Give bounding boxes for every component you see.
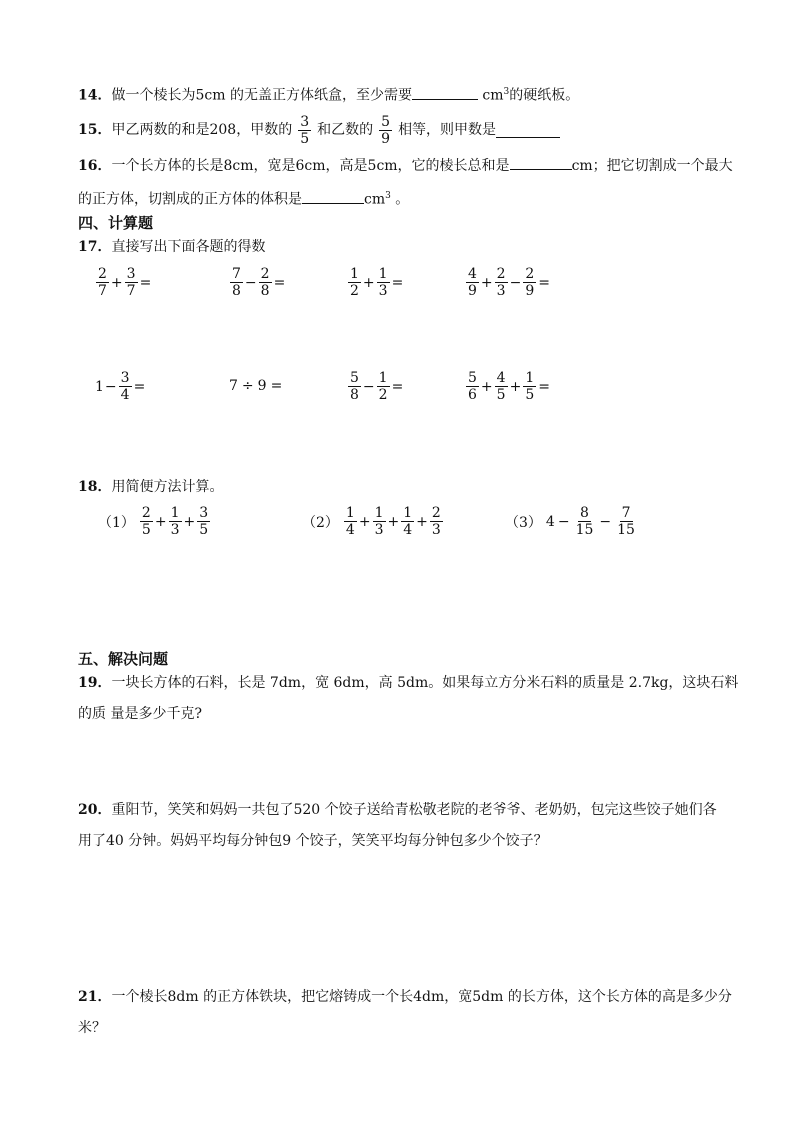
denominator: 8 <box>260 283 270 299</box>
fraction <box>523 370 536 403</box>
minus-sign: − <box>557 513 570 530</box>
fraction <box>259 266 272 299</box>
denominator: 2 <box>378 387 388 403</box>
question-18 <box>78 477 748 497</box>
denominator: 8 <box>350 387 359 403</box>
denominator: 4 <box>403 522 413 538</box>
expression <box>229 266 286 299</box>
fraction <box>348 266 361 299</box>
denominator: 3 <box>374 522 384 538</box>
denominator: 8 <box>232 283 241 299</box>
expression <box>98 505 211 538</box>
question-text: 的质 量是多少千克? <box>78 706 202 722</box>
question-text: 的硬纸板。 <box>509 87 580 104</box>
plus-sign: + <box>480 274 493 291</box>
fraction <box>615 505 637 538</box>
question-14 <box>78 82 748 106</box>
answer-blank[interactable] <box>496 123 560 138</box>
section-heading: 四、计算题 <box>78 214 154 232</box>
question-text: 甲乙两数的和是208，甲数的 <box>111 122 293 138</box>
fraction <box>377 370 390 403</box>
answer-blank[interactable] <box>302 189 364 204</box>
question-text: 的正方体，切割成的正方体的体积是 <box>78 191 302 208</box>
question-text: 一个棱长8dm 的正方体铁块，把它熔铸成一个长4dm，宽5dm 的长方体，这个长方体的高是多少分 <box>111 989 732 1005</box>
fraction <box>379 114 392 147</box>
integer: 9 <box>257 378 267 394</box>
fraction <box>119 370 132 403</box>
minus-sign: − <box>599 513 612 530</box>
numerator: 3 <box>199 505 209 521</box>
numerator: 3 <box>300 113 310 130</box>
plus-sign: + <box>183 513 196 530</box>
fraction <box>377 266 390 299</box>
fraction <box>373 505 386 538</box>
denominator: 7 <box>126 283 136 299</box>
fraction <box>495 266 508 299</box>
integer: 7 <box>229 378 238 394</box>
denominator: 6 <box>468 387 477 403</box>
fraction <box>298 114 311 147</box>
minus-sign: − <box>244 274 257 291</box>
denominator: 3 <box>496 283 506 299</box>
question-number: 17． <box>78 239 112 255</box>
question-text: 用了40 分钟。妈妈平均每分钟包9 个饺子，笑笑平均每分钟包多少个饺子？ <box>78 833 548 849</box>
unit-exponent: 3 <box>385 191 391 201</box>
numerator: 1 <box>374 505 384 521</box>
question-21-line-2 <box>78 1018 748 1038</box>
answer-blank[interactable] <box>412 85 478 100</box>
numerator: 4 <box>496 370 506 386</box>
equals-sign: = <box>538 378 550 395</box>
question-text: 用简便方法计算。 <box>111 479 224 495</box>
denominator: 4 <box>120 387 130 403</box>
question-text: 一块长方体的石料，长是 7dm，宽 6dm，高 5dm。如果每立方分米石料的质量是 2.7kg，这块石料 <box>111 675 739 691</box>
minus-sign: − <box>362 378 375 395</box>
plus-sign: + <box>154 513 167 530</box>
expression <box>465 370 551 403</box>
question-number: 19． <box>78 675 112 691</box>
expression <box>229 378 283 394</box>
numerator: 5 <box>381 113 391 130</box>
equals-sign: = <box>391 378 404 395</box>
question-19-line-2 <box>78 704 748 724</box>
fraction <box>344 505 357 538</box>
fraction <box>125 266 138 299</box>
section-heading: 五、解决问题 <box>78 650 169 668</box>
numerator: 1 <box>350 266 359 282</box>
denominator: 3 <box>170 522 180 538</box>
plus-sign: + <box>509 378 522 395</box>
question-text: 一个长方体的长是8cm，宽是6cm，高是5cm，它的棱长总和是 <box>111 158 510 174</box>
denominator: 5 <box>300 130 310 147</box>
expression <box>302 505 444 538</box>
question-text: cm；把它切割成一个最大 <box>571 158 733 174</box>
expression <box>347 266 404 299</box>
sub-question-label: （2） <box>302 514 339 531</box>
fraction <box>169 505 182 538</box>
fraction <box>96 266 109 299</box>
sub-question-label: （3） <box>505 514 542 531</box>
denominator: 7 <box>98 283 107 299</box>
unit: cm <box>477 87 504 104</box>
denominator: 9 <box>525 283 535 299</box>
expression <box>95 370 146 403</box>
denominator: 3 <box>431 522 441 538</box>
question-text: 。 <box>390 191 410 208</box>
integer: 1 <box>95 378 104 395</box>
question-text: 做一个棱长为5cm 的无盖正方体纸盒，至少需要 <box>111 87 412 104</box>
fraction <box>348 370 361 403</box>
fraction <box>430 505 443 538</box>
numerator: 1 <box>378 266 388 282</box>
question-text: 相等，则甲数是 <box>398 122 497 138</box>
fraction <box>140 505 153 538</box>
denominator: 9 <box>468 283 477 299</box>
question-number: 18． <box>78 479 112 495</box>
denominator: 5 <box>199 522 209 538</box>
question-17 <box>78 237 748 257</box>
plus-sign: + <box>480 378 493 395</box>
plus-sign: + <box>110 274 123 291</box>
fraction <box>197 505 210 538</box>
numerator: 1 <box>170 505 180 521</box>
question-number: 20． <box>78 802 112 818</box>
denominator: 4 <box>345 522 355 538</box>
fraction <box>495 370 508 403</box>
numerator: 7 <box>621 505 631 521</box>
numerator: 2 <box>431 505 441 521</box>
question-16-line-2 <box>78 186 748 210</box>
denominator: 3 <box>378 283 388 299</box>
expression <box>347 370 404 403</box>
question-text: 重阳节，笑笑和妈妈一共包了520 个饺子送给青松敬老院的老爷爷、老奶奶，包完这些饺子她们各 <box>111 802 717 818</box>
integer: 4 <box>545 513 555 530</box>
numerator: 5 <box>468 370 477 386</box>
plus-sign: + <box>358 513 371 530</box>
numerator: 3 <box>120 370 130 386</box>
question-text: 米？ <box>78 1020 106 1036</box>
fraction <box>230 266 243 299</box>
numerator: 5 <box>350 370 359 386</box>
question-number: 15． <box>78 122 112 138</box>
question-15 <box>78 110 748 150</box>
equals-sign: = <box>273 274 286 291</box>
unit: cm <box>364 191 386 208</box>
divide-sign: ÷ <box>241 378 254 394</box>
question-19-line-1 <box>78 673 748 693</box>
question-text: 直接写出下面各题的得数 <box>111 239 266 255</box>
equals-sign: = <box>538 274 550 291</box>
numerator: 1 <box>378 370 388 386</box>
plus-sign: + <box>387 513 400 530</box>
numerator: 1 <box>403 505 413 521</box>
denominator: 5 <box>141 522 151 538</box>
question-number: 16． <box>78 158 112 174</box>
numerator: 2 <box>525 266 535 282</box>
equals-sign: = <box>133 378 146 395</box>
plus-sign: + <box>416 513 428 530</box>
question-text: 和乙数的 <box>317 122 374 138</box>
numerator: 8 <box>580 505 589 521</box>
numerator: 1 <box>345 505 355 521</box>
plus-sign: + <box>362 274 375 291</box>
numerator: 7 <box>232 266 241 282</box>
equals-sign: = <box>391 274 404 291</box>
question-16-line-1 <box>78 155 748 176</box>
minus-sign: − <box>104 378 117 395</box>
expression <box>95 266 152 299</box>
question-20-line-2 <box>78 831 748 851</box>
denominator: 5 <box>496 387 506 403</box>
fraction <box>466 370 479 403</box>
equals-sign: = <box>270 378 283 394</box>
expression <box>505 505 638 538</box>
expression <box>465 266 551 299</box>
fraction <box>523 266 536 299</box>
numerator: 1 <box>525 370 535 386</box>
answer-blank[interactable] <box>510 155 572 170</box>
denominator: 5 <box>525 387 535 403</box>
numerator: 3 <box>126 266 136 282</box>
question-20-line-1 <box>78 800 748 820</box>
fraction <box>466 266 479 299</box>
numerator: 2 <box>496 266 506 282</box>
question-21-line-1 <box>78 987 748 1007</box>
sub-question-label: （1） <box>98 514 135 531</box>
question-number: 21． <box>78 989 112 1005</box>
numerator: 2 <box>260 266 270 282</box>
denominator: 2 <box>350 283 359 299</box>
numerator: 4 <box>468 266 477 282</box>
equals-sign: = <box>139 274 152 291</box>
numerator: 2 <box>141 505 151 521</box>
minus-sign: − <box>509 274 522 291</box>
fraction <box>401 505 414 538</box>
unit-exponent: 3 <box>503 87 510 97</box>
fraction <box>574 505 596 538</box>
denominator: 9 <box>381 130 391 147</box>
denominator: 15 <box>575 522 594 538</box>
denominator: 15 <box>617 522 635 538</box>
question-number: 14． <box>78 87 112 104</box>
numerator: 2 <box>98 266 107 282</box>
